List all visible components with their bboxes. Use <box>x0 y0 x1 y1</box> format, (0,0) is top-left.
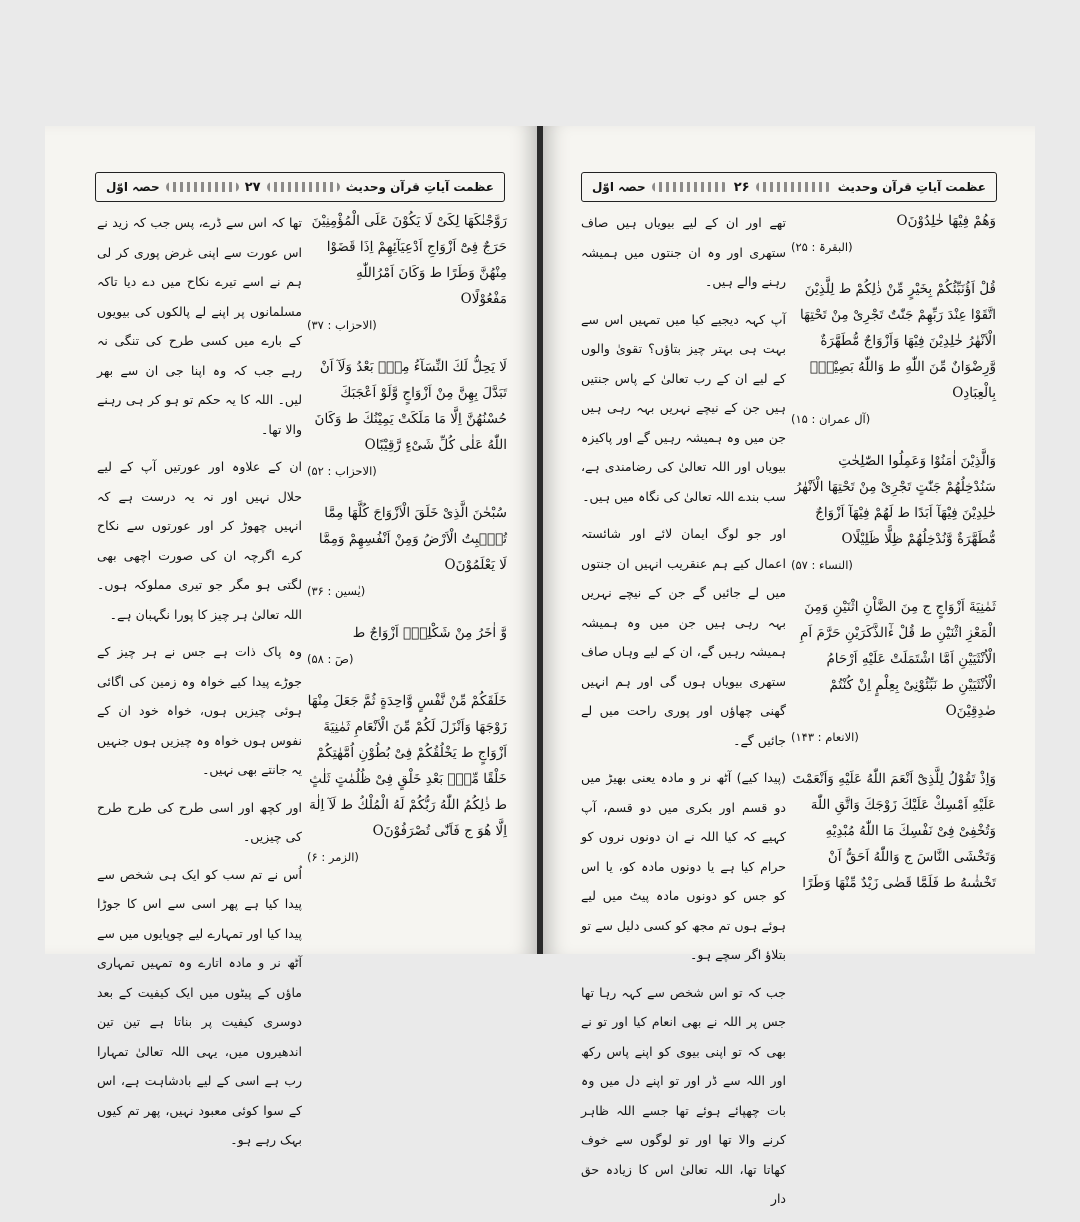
header-book-title: عظمت آیاتِ قرآن وحدیث <box>837 180 986 194</box>
right-page <box>543 126 1035 1206</box>
header-ornament <box>652 182 728 192</box>
page-header <box>581 172 997 202</box>
open-book <box>45 126 1035 1206</box>
arabic-verse: وَاِذْ تَقُوْلُ لِلَّذِىْٓ اَنْعَمَ اللّٰهُ عَلَيْهِ وَاَنْعَمْتَ عَلَيْهِ اَمْسِكْ عَلَيْكَ زَوْجَكَ وَاتَّقِ اللّٰهَ وَتُخْفِىْ فِىْ نَفْسِكَ مَا اللّٰهُ مُبْدِيْهِ وَتَخْشَى النَّاسَ ج وَاللّٰهُ اَحَقُّ اَنْ تَخْشٰىهُ ط فَلَمَّا قَضٰى زَيْدٌ مِّنْهَا وَطَرًا <box>792 771 996 891</box>
header-part-label: حصہ اوّل <box>105 180 160 194</box>
translation-paragraph: تھے اور ان کے لیے بیویاں ہیں صاف ستھری اور وہ ان جنتوں میں ہمیشہ رہنے والے ہیں۔ <box>581 215 786 289</box>
translation-paragraph: وہ پاک ذات ہے جس نے ہر چیز کے جوڑے پیدا کیے خواہ وہ زمین کی اگائی ہوئی چیزیں ہوں، خواہ خود ان کے نفوس ہوں خواہ وہ چیزیں ہوں جنہیں یہ جانتے بھی نہیں۔ <box>97 644 302 777</box>
page-number: ۲۷ <box>244 179 261 195</box>
arabic-verse-block <box>791 766 996 896</box>
arabic-verse: وَهُمْ فِيْهَا خٰلِدُوْنَO <box>896 213 996 229</box>
translation-paragraph: اور کچھ اور اسی طرح کی طرح طرح کی چیزیں۔ <box>97 799 302 844</box>
translation-paragraph: اُس نے تم سب کو ایک ہی شخص سے پیدا کیا ہے پھر اسی سے اس کا جوڑا پیدا کیا اور تمہارے لیے چوپایوں میں سے آٹھ نر و مادہ اتارے وہ تمہیں تمہاری ماؤں کے پیٹوں میں ایک کیفیت کے بعد دوسری کیفیت پر بناتا ہے تین تین اندھیروں میں، یہی اللہ تعالیٰ تمہارا رب ہے اسی کے لیے بادشاہت ہے، اس کے سوا کوئی معبود نہیں، پھر تم کیوں بہک رہے ہو۔ <box>97 866 302 1147</box>
urdu-translation-column <box>581 208 786 1222</box>
arabic-verse: لَا يَحِلُّ لَكَ النِّسَآءُ مِنْۢ بَعْدُ وَلَآ اَنْ تَبَدَّلَ بِهِنَّ مِنْ اَزْوَاجٍ وَّلَوْ اَعْجَبَكَ حُسْنُهُنَّ اِلَّا مَا مَلَكَتْ يَمِيْنُكَ ط وَكَانَ اللّٰهُ عَلٰى كُلِّ شَىْءٍ رَّقِيْبًاO <box>314 359 507 453</box>
verse-reference: (البقرۃ : ۲۵) <box>791 240 853 254</box>
arabic-verse: خَلَقَكُمْ مِّنْ نَّفْسٍ وَّاحِدَةٍ ثُمَّ جَعَلَ مِنْهَا زَوْجَهَا وَاَنْزَلَ لَكُمْ مِّنَ الْاَنْعَامِ ثَمٰنِيَةَ اَزْوَاجٍ ط يَخْلُقُكُمْ فِىْ بُطُوْنِ اُمَّهٰتِكُمْ خَلْقًا مِّنْۢ بَعْدِ خَلْقٍ فِىْ ظُلُمٰتٍ ثَلٰثٍ ط ذٰلِكُمُ اللّٰهُ رَبُّكُمْ لَهُ الْمُلْكُ ط لَآ اِلٰهَ اِلَّا هُوَ ج فَاَنّٰى تُصْرَفُوْنَO <box>307 693 507 839</box>
header-book-title: عظمت آیاتِ قرآن وحدیث <box>345 180 494 194</box>
arabic-verse: قُلْ اَؤُنَبِّئُكُمْ بِخَيْرٍ مِّنْ ذٰلِكُمْ ط لِلَّذِيْنَ اتَّقَوْا عِنْدَ رَبِّهِمْ جَنّٰتٌ تَجْرِىْ مِنْ تَحْتِهَا الْاَنْهٰرُ خٰلِدِيْنَ فِيْهَا وَاَزْوَاجٌ مُّطَهَّرَةٌ وَّرِضْوَانٌ مِّنَ اللّٰهِ ط وَاللّٰهُ بَصِيْرٌۢ بِالْعِبَادِO <box>799 281 996 401</box>
translation-paragraph: ان کے علاوہ اور عورتیں آپ کے لیے حلال نہیں اور نہ یہ درست ہے کہ انہیں چھوڑ کر اور عورتوں سے نکاح کرے اگرچہ ان کی صورت اچھی بھی لگتی ہو مگر جو تیری مملوکہ ہوں۔ اللہ تعالیٰ ہر چیز کا پورا نگہبان ہے۔ <box>97 459 302 622</box>
page-number: ۲۶ <box>733 179 750 195</box>
arabic-verse-block <box>791 276 996 426</box>
verse-reference: (صٓ : ۵۸) <box>307 652 354 666</box>
arabic-column <box>791 208 996 896</box>
arabic-verse-block <box>307 620 507 666</box>
translation-paragraph: (پیدا کیے) آٹھ نر و مادہ یعنی بھیڑ میں دو قسم اور بکری میں دو قسم، آپ کہیے کہ کیا اللہ نے ان دونوں نروں کو حرام کیا ہے یا دونوں مادہ کو، یا اس کو جس کو دونوں مادہ پیٹ میں لیے ہوئے ہوں تم مجھ کو کسی دلیل سے تو بتلاؤ اگر سچے ہو۔ <box>581 770 786 962</box>
arabic-verse-block <box>307 208 507 332</box>
translation-paragraph: جب کہ تو اس شخص سے کہہ رہا تھا جس پر اللہ نے بھی انعام کیا اور تو نے بھی کہ تو اپنی بیوی کو اپنے پاس رکھ اور اللہ سے ڈر اور تو اپنے دل میں وہ بات چھپائے ہوئے تھا جسے اللہ ظاہر کرنے والا تھا اور تو لوگوں سے خوف کھاتا تھا، اللہ تعالیٰ اس کا زیادہ حق دار <box>581 984 786 1206</box>
header-ornament <box>267 182 340 192</box>
arabic-column <box>307 208 507 886</box>
arabic-verse-block <box>791 594 996 744</box>
arabic-verse: سُبْحٰنَ الَّذِىْ خَلَقَ الْاَزْوَاجَ كُلَّهَا مِمَّا تُنْۢبِتُ الْاَرْضُ وَمِنْ اَنْفُسِهِمْ وَمِمَّا لَا يَعْلَمُوْنَO <box>318 505 507 573</box>
arabic-verse-block <box>307 500 507 598</box>
translation-paragraph: آپ کہہ دیجیے کیا میں تمہیں اس سے بہت ہی بہتر چیز بتاؤں؟ تقویٰ والوں کے لیے ان کے رب تعالیٰ کے پاس جنتیں ہیں جن کے نیچے نہریں بہہ رہی ہیں جن میں وہ ہمیشہ رہیں گے اور پاکیزہ بیویاں اور اللہ تعالیٰ کی رضامندی ہے، سب بندے اللہ تعالیٰ کی نگاہ میں ہیں۔ <box>581 311 786 504</box>
translation-paragraph: اور جو لوگ ایمان لائے اور شائستہ اعمال کیے ہم عنقریب انہیں ان جنتوں میں لے جائیں گے جن کے نیچے نہریں بہہ رہی ہیں جن میں وہ ہمیشہ ہمیشہ رہیں گے، ان کے لیے وہاں صاف ستھری بیویاں ہوں گی اور ہم انہیں گھنی چھاؤں اور پوری راحت میں لے جائیں گے۔ <box>581 526 786 748</box>
verse-reference: (الزمر : ۶) <box>307 850 359 864</box>
header-part-label: حصہ اوّل <box>591 180 646 194</box>
verse-reference: (الاحزاب : ۳۷) <box>307 318 377 332</box>
header-ornament <box>756 182 832 192</box>
verse-reference: (آل عمران : ۱۵) <box>791 412 871 426</box>
arabic-verse-block <box>307 688 507 864</box>
header-ornament <box>166 182 239 192</box>
arabic-verse-block <box>791 208 996 254</box>
arabic-verse-block <box>307 354 507 478</box>
arabic-verse-block <box>791 448 996 572</box>
left-page <box>45 126 537 1147</box>
page-header <box>95 172 505 202</box>
verse-reference: (الاحزاب : ۵۲) <box>307 464 377 478</box>
arabic-verse: وَّ اٰخَرُ مِنْ شَكْلِهٖٓ اَزْوَاجٌ ط <box>352 625 507 641</box>
arabic-verse: ثَمٰنِيَةَ اَزْوَاجٍ ج مِنَ الضَّاْنِ اثْنَيْنِ وَمِنَ الْمَعْزِ اثْنَيْنِ ط قُلْ ءٰٓالذَّكَرَيْنِ حَرَّمَ اَمِ الْاُنْثَيَيْنِ اَمَّا اشْتَمَلَتْ عَلَيْهِ اَرْحَامُ الْاُنْثَيَيْنِ ط نَبِّئُوْنِىْ بِعِلْمٍ اِنْ كُنْتُمْ صٰدِقِيْنَO <box>800 599 996 719</box>
translation-paragraph: تھا کہ اس سے ڈرے، پس جب کہ زید نے اس عورت سے اپنی غرض پوری کر لی ہم نے اسے تیرے نکاح میں دے دیا تاکہ مسلمانوں پر اپنے لے پالکوں کی بیویوں کے بارے میں کسی طرح کی تنگی نہ رہے جب کہ وہ اپنا جی ان سے بھر لیں۔ اللہ کا یہ حکم تو ہو کر ہی رہنے والا تھا۔ <box>97 215 302 437</box>
arabic-verse: رَوَّجْنٰكَهَا لِكَىْ لَا يَكُوْنَ عَلَى الْمُؤْمِنِيْنَ حَرَجٌ فِىْٓ اَزْوَاجِ اَدْعِيَآئِهِمْ اِذَا قَضَوْا مِنْهُنَّ وَطَرًا ط وَكَانَ اَمْرُاللّٰهِ مَفْعُوْلًاO <box>311 213 507 307</box>
verse-reference: (یٰسین : ۳۶) <box>307 584 366 598</box>
urdu-translation-column <box>97 208 302 1163</box>
verse-reference: (الانعام : ۱۴۳) <box>791 730 859 744</box>
verse-reference: (النساء : ۵۷) <box>791 558 853 572</box>
arabic-verse: وَالَّذِيْنَ اٰمَنُوْا وَعَمِلُوا الصّٰلِحٰتِ سَنُدْخِلُهُمْ جَنّٰتٍ تَجْرِىْ مِنْ تَحْتِهَا الْاَنْهٰرُ خٰلِدِيْنَ فِيْهَآ اَبَدًا ط لَهُمْ فِيْهَآ اَزْوَاجٌ مُّطَهَّرَةٌ وَّنُدْخِلُهُمْ ظِلًّا ظَلِيْلًاO <box>794 453 996 547</box>
